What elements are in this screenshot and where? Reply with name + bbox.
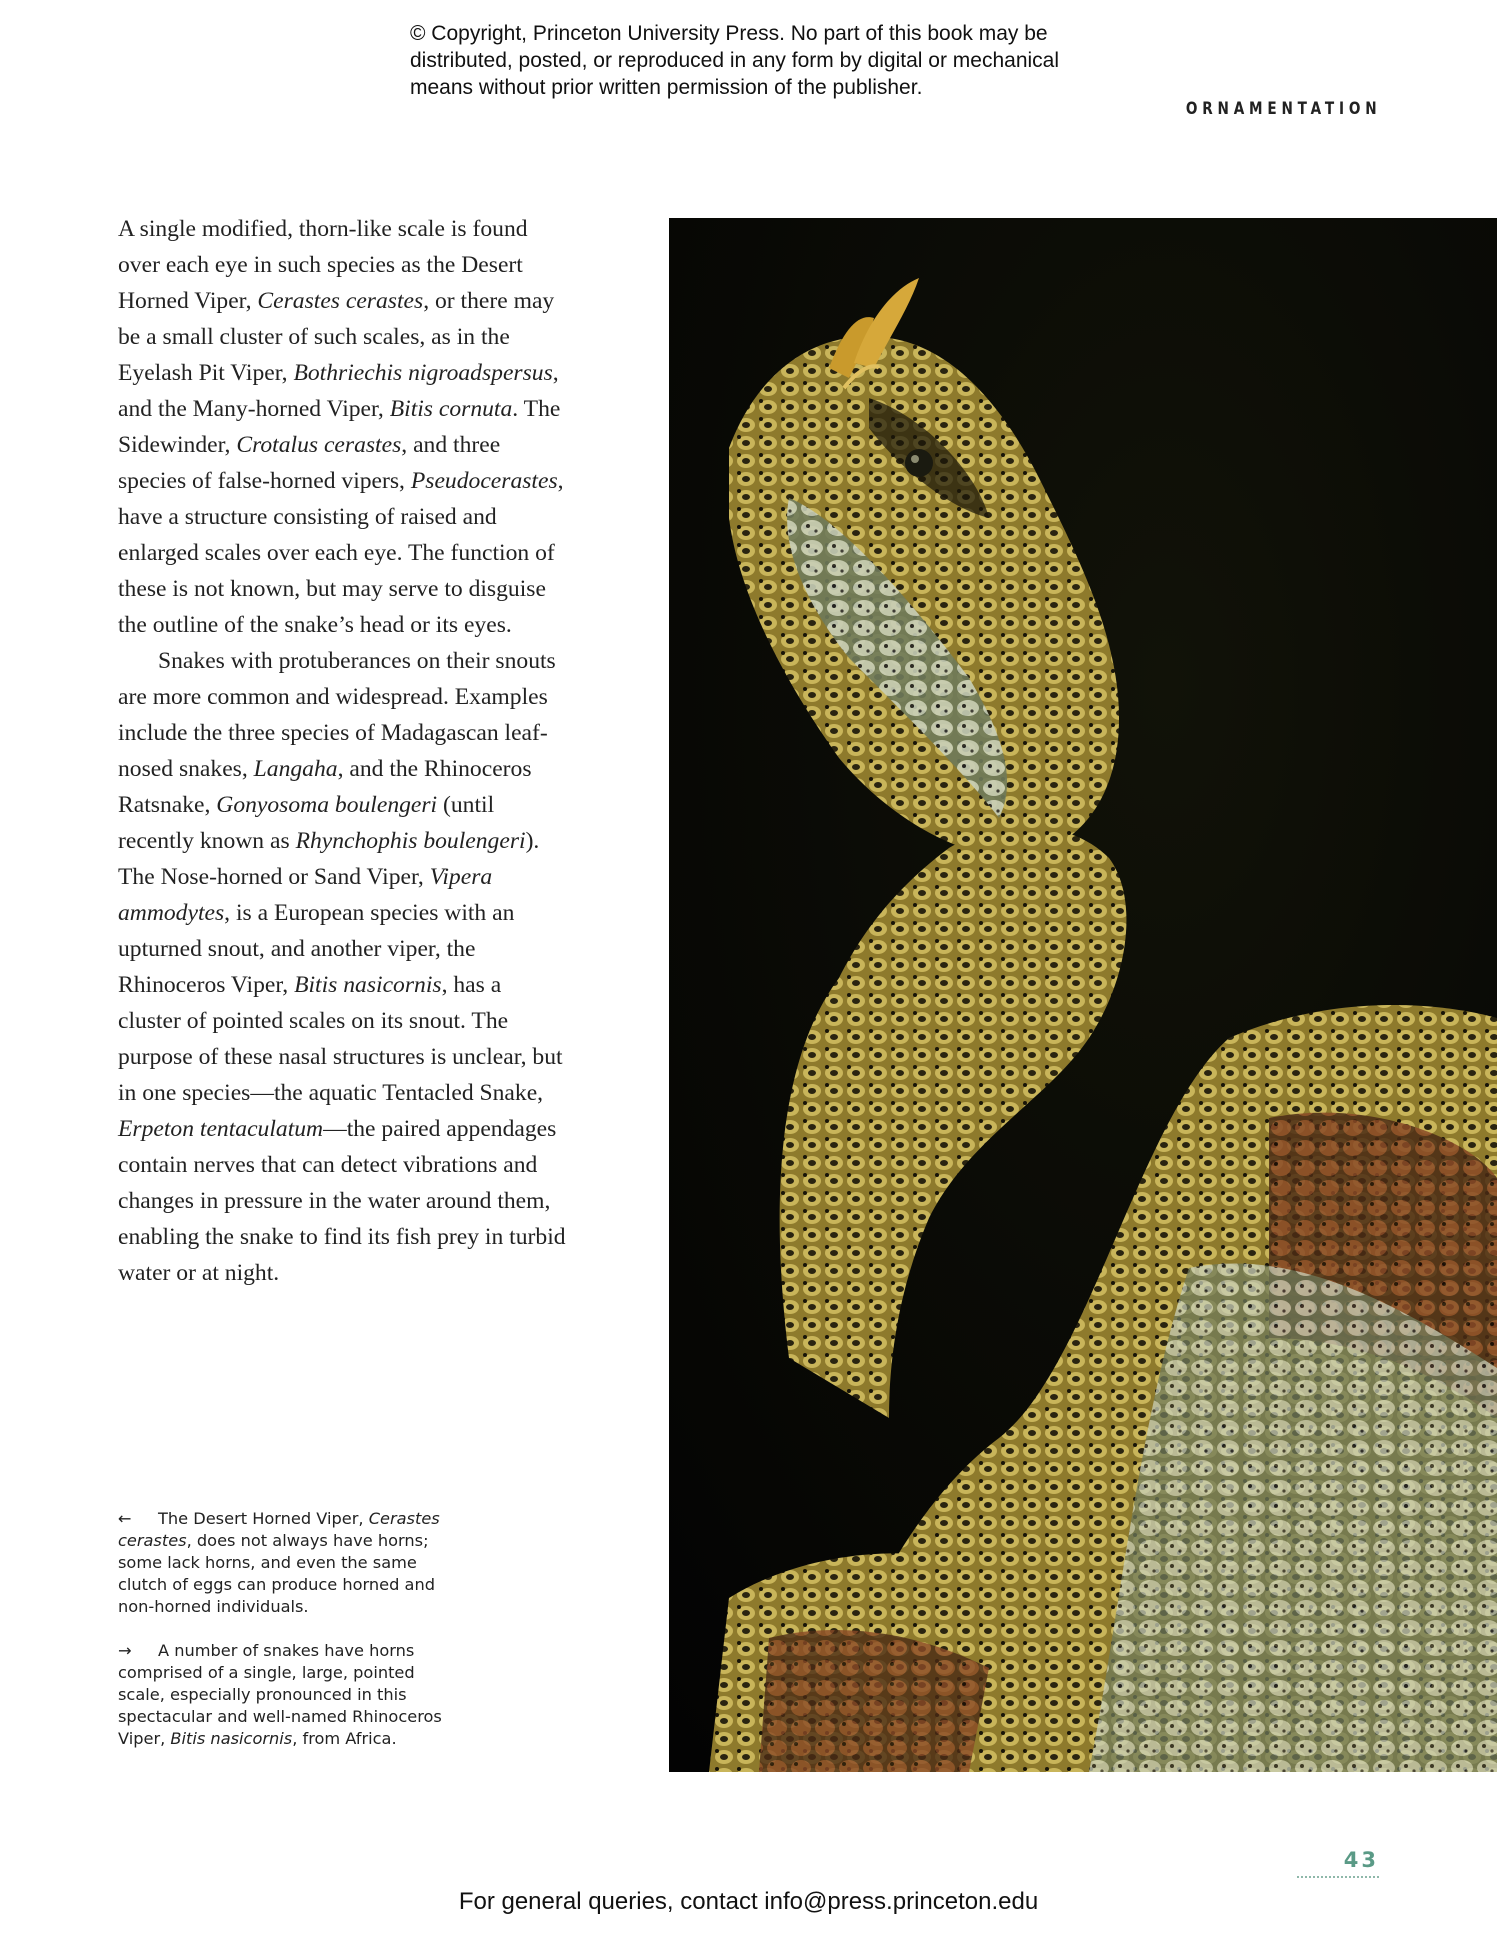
running-head: ORNAMENTATION	[1185, 99, 1381, 119]
italic-term: Cerastes cerastes	[257, 288, 424, 314]
copyright-line-3: means without prior written permission of the publisher.	[410, 76, 923, 99]
italic-term: Bitis cornuta	[389, 396, 513, 422]
italic-term: Bitis nasicornis	[294, 972, 442, 998]
italic-term: Langaha	[253, 756, 338, 782]
arrow-right-icon: →	[118, 1641, 132, 1660]
italic-term: Cerastes cerastes	[118, 1509, 440, 1550]
page-number-dots	[1297, 1876, 1379, 1878]
italic-term: Erpeton tentaculatum	[118, 1116, 324, 1142]
italic-term: Pseudocerastes	[410, 468, 558, 494]
body-paragraph-2: Snakes with protuberances on their snouts are more common and widespread. Examples include the three species of Madagascan leaf-nosed snakes, Langaha, and the Rhinoceros Ratsnake, Gonyosoma boulengeri (until recently known as Rhynchophis boulengeri). The Nose-horned or Sand Viper, Vipera ammodytes, is a European species with an upturned snout, and another viper, the Rhinoceros Viper, Bitis nasicornis, has a cluster of pointed scales on its snout. The purpose of these nasal structures is unclear, but in one species—the aquatic Tentacled Snake, Erpeton tentaculatum—the paired appendages contain nerves that can detect vibrations and changes in pressure in the water around them, enabling the snake to find its fish prey in turbid water or at night.	[118, 648, 566, 1286]
page-number: 43	[1343, 1848, 1379, 1872]
italic-term: Bothriechis nigroadspersus	[293, 360, 553, 386]
caption-right-photo	[118, 1640, 448, 1750]
arrow-left-icon: ←	[118, 1509, 132, 1528]
body-paragraph-1: A single modified, thorn-like scale is found over each eye in such species as the Desert Horned Viper, Cerastes cerastes, or there may be a small cluster of such scales, as in the Eyelash Pit Viper, Bothriechis nigroadspersus, and the Many-horned Viper, Bitis cornuta. The Sidewinder, Crotalus cerastes, and three species of false-horned vipers, Pseudocerastes, have a structure consisting of raised and enlarged scales over each eye. The function of these is not known, but may serve to disguise the outline of the snake’s head or its eyes.	[118, 216, 564, 638]
italic-term: Rhynchophis boulengeri	[295, 828, 526, 854]
body-text	[118, 211, 568, 1291]
copyright-line-2: distributed, posted, or reproduced in any form by digital or mechanical	[410, 49, 1060, 72]
caption-left-photo	[118, 1508, 448, 1618]
caption-text: The Desert Horned Viper, Cerastes cerastes, does not always have horns; some lack horns, and even the same clutch of eggs can produce horned and non-horned individuals.	[118, 1509, 440, 1616]
copyright-notice	[410, 20, 1110, 101]
italic-term: Gonyosoma boulengeri	[216, 792, 438, 818]
copyright-line-1: © Copyright, Princeton University Press. No part of this book may be	[410, 22, 1048, 45]
snake-illustration	[669, 218, 1497, 1772]
italic-term: Bitis nasicornis	[170, 1729, 293, 1748]
photo-captions	[118, 1508, 448, 1772]
italic-term: Crotalus cerastes	[236, 432, 402, 458]
caption-text: A number of snakes have horns comprised of a single, large, pointed scale, especially pronounced in this spectacular and well-named Rhinoceros Viper, Bitis nasicornis, from Africa.	[118, 1641, 442, 1748]
footer-contact: For general queries, contact info@press.princeton.edu	[458, 1888, 1039, 1915]
italic-term: Vipera ammodytes	[118, 864, 493, 926]
rhinoceros-viper-photo	[669, 218, 1497, 1772]
